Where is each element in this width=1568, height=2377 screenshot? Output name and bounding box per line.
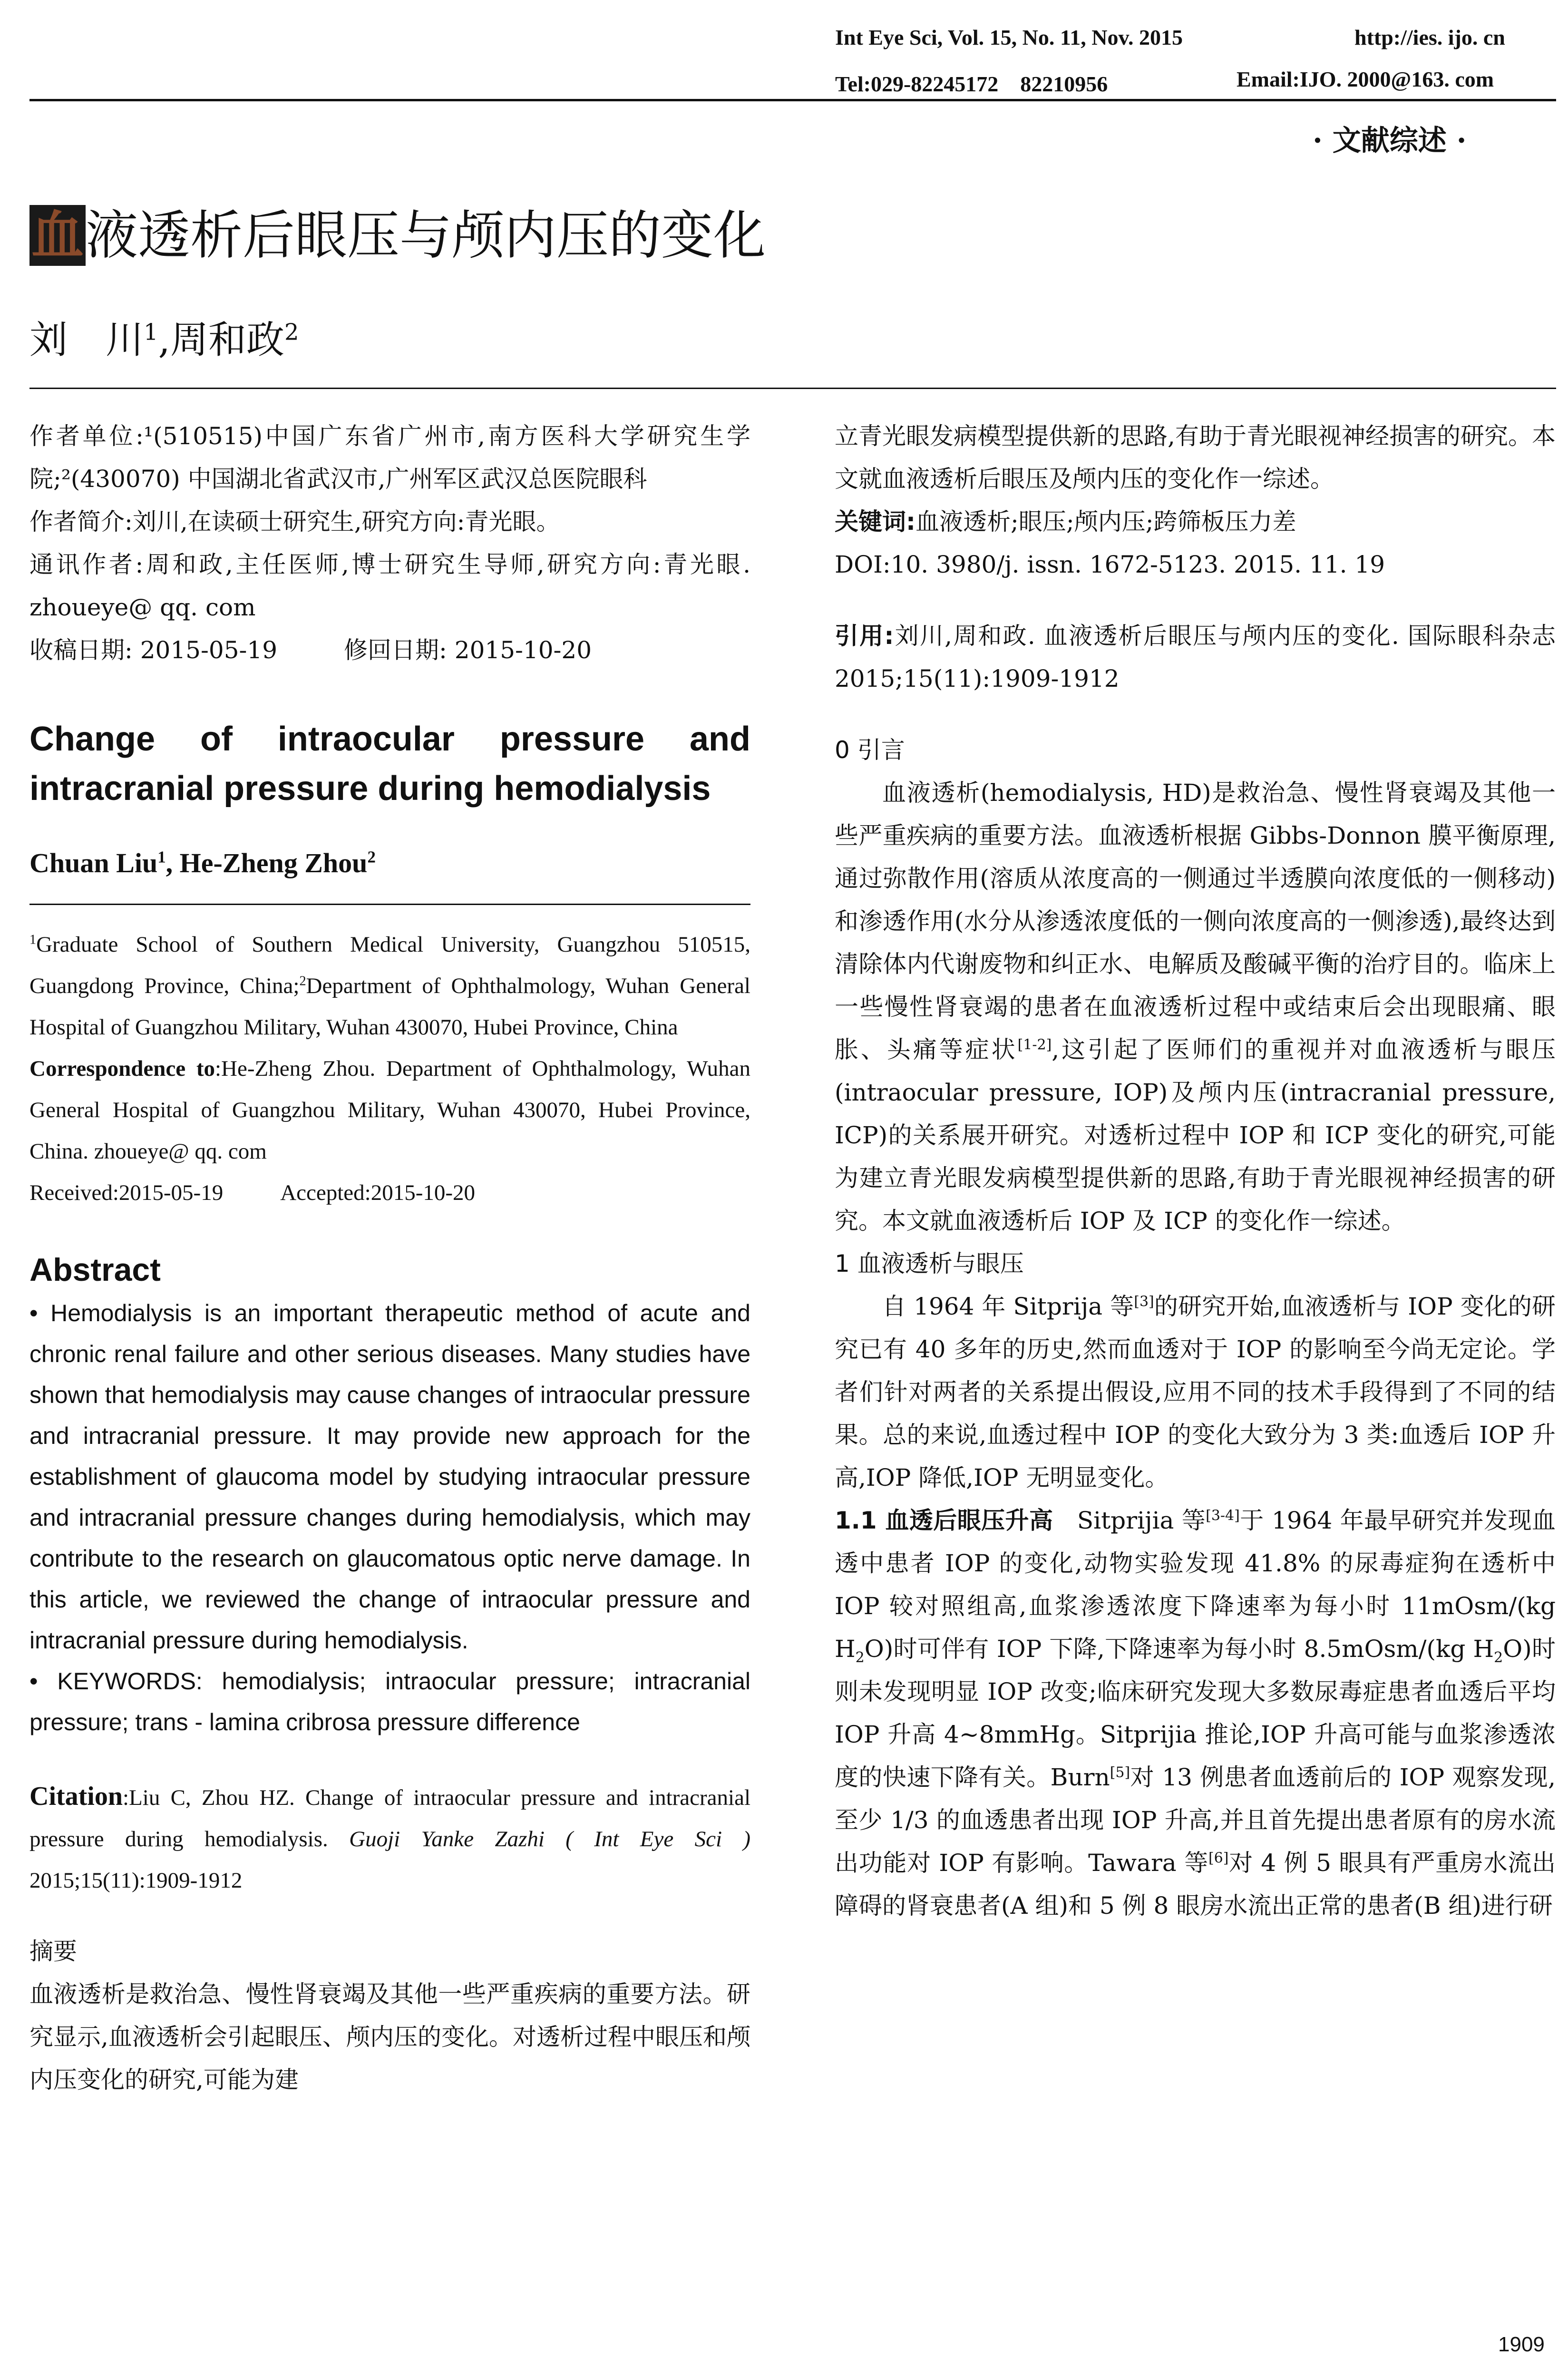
citation-journal: Guoji Yanke Zazhi ( Int Eye Sci )	[349, 1827, 750, 1851]
section-0-text-b: ,这引起了医师们的重视并对血液透析与眼压(intraocular pressure, IOP)及颅内压(intracranial pressure, ICP)的关系展开研究。对透析过程中 IOP 和 ICP 变化的研究,可能为建立青光眼发病模型提供新的思路,有助于青光眼视神经损害的研究。本文就血液透析后 IOP 及 ICP 的变化作一综述。	[835, 1036, 1556, 1235]
s11-a: Sitprijia 等	[1053, 1507, 1206, 1534]
ref-1-2[interactable]: [1-2]	[1017, 1036, 1052, 1053]
correspondence-en-label: Correspondence to	[29, 1056, 215, 1081]
keywords-en: • KEYWORDS: hemodialysis; intraocular pressure; intracranial pressure; trans - lamina cribrosa pressure difference	[29, 1668, 750, 1735]
s11-sub-2: 2	[1494, 1649, 1503, 1666]
journal-tel: Tel:029-82245172 82210956	[835, 72, 1108, 96]
correspondence-en-text: :He-Zheng Zhou. Department of Ophthalmology, Wuhan General Hospital of Guangzhou Military, Wuhan 430070, Hubei Province, China. zhoueye@ qq. com	[29, 1056, 750, 1164]
authors-en	[29, 842, 750, 885]
author-en-1-affil: 1	[157, 848, 166, 867]
journal-citation-line: Int Eye Sci, Vol. 15, No. 11, Nov. 2015	[835, 25, 1183, 49]
correspondence-en	[29, 1048, 750, 1172]
author-1: 刘 川	[29, 318, 144, 362]
article-title	[29, 205, 766, 266]
cite-zh-text: 刘川,周和政. 血液透析后眼压与颅内压的变化. 国际眼科杂志 2015;15(11):1909-1912	[835, 622, 1556, 692]
cite-zh	[835, 614, 1556, 700]
citation-tail: 2015;15(11):1909-1912	[29, 1868, 243, 1893]
abstract-text: • Hemodialysis is an important therapeutic method of acute and chronic renal failure and other serious diseases. Many studies have shown that hemodialysis may cause changes of intraocular pressure and intracranial pressure. It may provide new approach for the establishment of glaucoma model by studying intraocular pressure and intracranial pressure changes during hemodialysis, which may contribute to the research on glaucomatous optic nerve damage. In this article, we reviewed the change of intraocular pressure and intracranial pressure during hemodialysis.	[29, 1300, 750, 1654]
affiliation-en	[29, 924, 750, 1048]
doi[interactable]: DOI:10. 3980/j. issn. 1672-5123. 2015. 11. 19	[835, 551, 1385, 578]
affil-en-sup-1: 1	[29, 932, 37, 947]
affiliation-zh: 作者单位:¹(510515)中国广东省广州市,南方医科大学研究生学院;²(430070) 中国湖北省武汉市,广州军区武汉总医院眼科	[29, 422, 750, 493]
section-0-text-a: 血液透析(hemodialysis, HD)是救治急、慢性肾衰竭及其他一些严重疾病的重要方法。血液透析根据 Gibbs-Donnon 膜平衡原理,通过弥散作用(溶质从浓度高的一侧通过半透膜向浓度低的一侧移动)和渗透作用(水分从渗透浓度低的一侧向浓度高的一侧渗透),最终达到清除体内代谢废物和纠正水、电解质及酸碱平衡的治疗目的。临床上一些慢性肾衰竭的患者在血液透析过程中或结束后会出现眼痛、眼胀、头痛等症状	[835, 779, 1556, 1063]
section-0-heading: 0 引言	[835, 736, 905, 764]
ref-6[interactable]: [6]	[1208, 1850, 1229, 1867]
revised-date-zh: 修回日期: 2015-10-20	[344, 636, 592, 664]
title-rule	[29, 388, 1556, 389]
author-2-affil: 2	[284, 319, 299, 346]
keywords-zh	[835, 500, 1556, 543]
ref-3-4[interactable]: [3-4]	[1206, 1507, 1240, 1524]
s11-sub-1: 2	[855, 1649, 865, 1666]
affil-en-part-1: Graduate School of Southern Medical University, Guangzhou 510515, Guangdong Province, China;	[29, 932, 750, 998]
header-rule	[29, 99, 1556, 101]
section-1-1-heading: 1.1 血透后眼压升高	[835, 1507, 1053, 1534]
s11-c: O)时可伴有 IOP 下降,下降速率为每小时 8.5mOsm/(kg H	[864, 1635, 1494, 1663]
cite-zh-label: 引用:	[835, 622, 894, 650]
keywords-zh-label: 关键词:	[835, 508, 915, 536]
section-label: · 文献综述 ·	[1313, 124, 1467, 157]
correspondence-zh: 通讯作者:周和政,主任医师,博士研究生导师,研究方向:青光眼. zhoueye@ qq. com	[29, 551, 750, 621]
dates-zh	[29, 629, 750, 672]
author-1-affil: 1	[144, 319, 158, 346]
author-2: 周和政	[170, 318, 284, 362]
abstract-heading: Abstract	[29, 1252, 161, 1288]
zh-abstract-text: 血液透析是救治急、慢性肾衰竭及其他一些严重疾病的重要方法。研究显示,血液透析会引起眼压、颅内压的变化。对透析过程中眼压和颅内压变化的研究,可能为建	[29, 1980, 750, 2094]
s11-b: 于 1964 年最早研究并发现血透中患者 IOP 的变化,动物实验发现 41.8% 的尿毒症狗在透析中 IOP 较对照组高,血浆渗透浓度下降速率为每小时 11mOsm/(kg H	[835, 1507, 1556, 1663]
section-1-heading: 1 血液透析与眼压	[835, 1250, 1024, 1277]
zh-abstract-cont: 立青光眼发病模型提供新的思路,有助于青光眼视神经损害的研究。本文就血液透析后眼压及颅内压的变化作一综述。	[835, 422, 1556, 493]
citation-en	[29, 1776, 750, 1901]
ref-3[interactable]: [3]	[1134, 1293, 1154, 1310]
section-1-1-paragraph	[835, 1499, 1556, 1927]
ref-5[interactable]: [5]	[1110, 1764, 1130, 1781]
s11-f: 对 4 例 5 眼具有严重房水流出障碍的肾衰患者(A 组)和 5 例 8 眼房水流出正常的患者(B 组)进行研	[835, 1849, 1556, 1919]
s11-d: O)时则未发现明显 IOP 改变;临床研究发现大多数尿毒症患者血透后平均 IOP 升高 4~8mmHg。Sitprijia 推论,IOP 升高可能与血浆渗透浓度的快速下降有关。Burn	[835, 1635, 1556, 1791]
page-number: 1909	[1498, 2333, 1545, 2356]
right-column	[835, 415, 1556, 1927]
section-0-paragraph	[835, 771, 1556, 1242]
s11-e: 对 13 例患者血透前后的 IOP 观察发现,至少 1/3 的血透患者出现 IOP 升高,并且首先提出患者原有的房水流出功能对 IOP 有影响。Tawara 等	[835, 1763, 1556, 1877]
citation-label: Citation	[29, 1782, 123, 1811]
received-date-en: Received:2015-05-19	[29, 1180, 224, 1205]
author-en-1: Chuan Liu	[29, 848, 158, 878]
author-bio-zh: 作者简介:刘川,在读硕士研究生,研究方向:青光眼。	[29, 508, 560, 536]
citation-text: :Liu C, Zhou HZ. Change of intraocular pressure and intracranial pressure during hemodialysis.	[29, 1785, 750, 1851]
journal-url[interactable]: http://ies. ijo. cn	[1354, 25, 1505, 49]
section-1-text-b: 的研究开始,血液透析与 IOP 变化的研究已有 40 多年的历史,然而血透对于 IOP 的影响至今尚无定论。学者们针对两者的关系提出假设,应用不同的技术手段得到了不同的结果。总的来说,血透过程中 IOP 的变化大致分为 3 类:血透后 IOP 升高,IOP 降低,IOP 无明显变化。	[835, 1293, 1556, 1491]
title-en: Change of intraocular pressure and intracranial pressure during hemodialysis	[29, 720, 750, 808]
received-date-zh: 收稿日期: 2015-05-19	[29, 636, 278, 664]
left-column	[29, 415, 750, 2101]
keywords-zh-text: 血液透析;眼压;颅内压;跨筛板压力差	[915, 508, 1296, 536]
dates-en	[29, 1172, 750, 1214]
author-en-2: He-Zheng Zhou	[179, 848, 368, 878]
title-drop-char: 血	[29, 205, 86, 266]
authors-en-rule	[29, 904, 750, 905]
author-sep: ,	[158, 318, 170, 362]
affil-en-part-2: Department of Ophthalmology, Wuhan General Hospital of Guangzhou Military, Wuhan 430070, Hubei Province, China	[29, 974, 750, 1040]
author-en-2-affil: 2	[367, 848, 376, 867]
zh-abstract-heading: 摘要	[29, 1938, 77, 1965]
section-1-paragraph	[835, 1285, 1556, 1499]
authors-zh	[29, 309, 299, 364]
journal-email[interactable]: Email:IJO. 2000@163. com	[1237, 67, 1494, 91]
section-1-text-a: 自 1964 年 Sitprija 等	[882, 1293, 1134, 1320]
accepted-date-en: Accepted:2015-10-20	[280, 1180, 476, 1205]
title-text: 液透析后眼压与颅内压的变化	[86, 205, 766, 266]
affil-en-sup-2: 2	[299, 974, 306, 989]
author-en-sep: ,	[166, 848, 180, 878]
